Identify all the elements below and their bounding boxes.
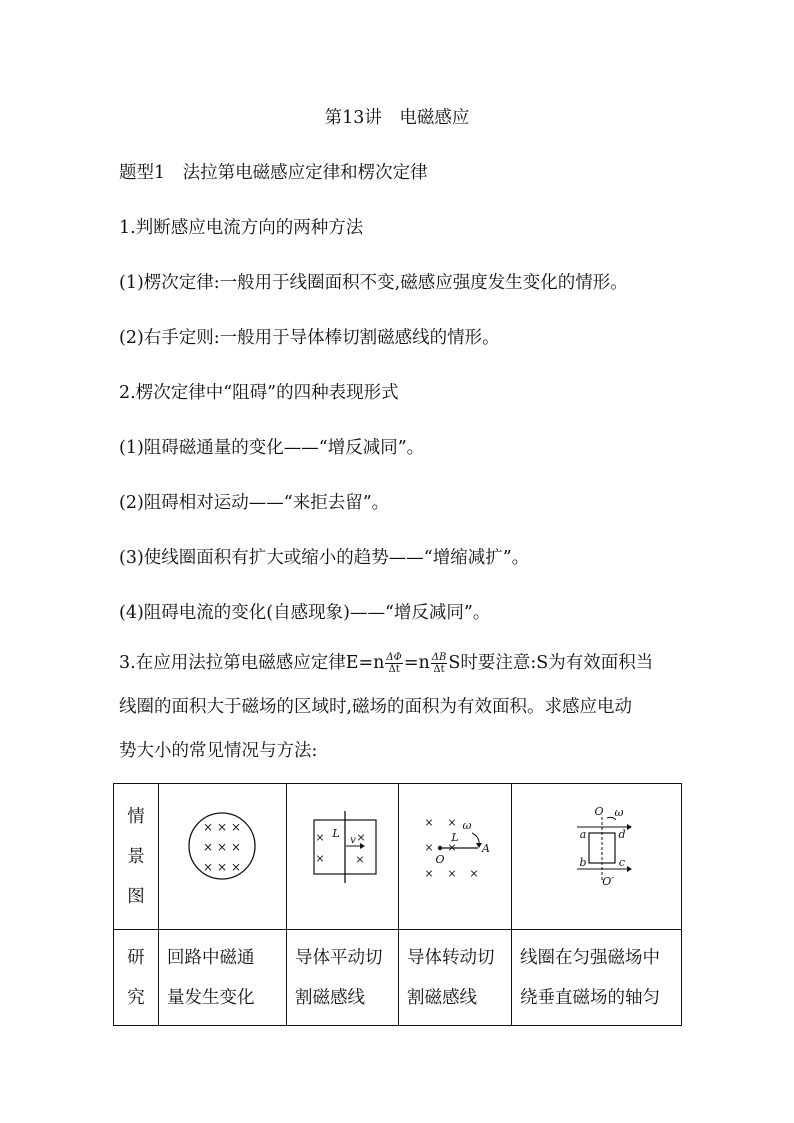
cross-mark: × — [315, 831, 325, 844]
cell-line: 回路中磁通 — [167, 947, 255, 968]
cross-mark: × — [216, 820, 228, 834]
cross-mark: × — [315, 852, 325, 865]
item-2-1: (1)阻碍磁通量的变化——“增反减同”。 — [119, 438, 425, 458]
cell-line: 量发生变化 — [167, 987, 255, 1008]
fraction-denominator: Δt — [433, 664, 445, 675]
section-heading: 题型1 法拉第电磁感应定律和楞次定律 — [119, 163, 428, 183]
fraction-numerator: ΔΦ — [386, 652, 402, 663]
research-cell — [159, 930, 287, 1026]
corner-label-c: c — [618, 856, 626, 869]
item-3-rest: S时要注意:S为有效面积当 — [448, 653, 654, 673]
corner-label-a: a — [579, 828, 587, 841]
cross-mark: × — [447, 816, 457, 829]
figure-sliding-rod — [288, 785, 400, 924]
item-3-line1 — [119, 641, 679, 685]
cell-line: 割磁感线 — [295, 987, 365, 1008]
header-char: 景 — [127, 846, 145, 867]
cross-mark: × — [447, 867, 457, 880]
field-arrowhead-top — [627, 824, 632, 830]
situation-table — [113, 783, 682, 1026]
item-3-lead: 3.在应用法拉第电磁感应定律E=n — [119, 653, 385, 673]
cross-mark: × — [355, 853, 365, 866]
item-2-heading: 2.楞次定律中“阻碍”的四种表现形式 — [119, 383, 399, 403]
header-char: 图 — [127, 886, 145, 907]
item-1-1: (1)楞次定律:一般用于线圈面积不变,磁感应强度发生变化的情形。 — [119, 273, 628, 293]
item-3-paragraph — [119, 641, 679, 773]
item-3-mid: =n — [403, 653, 430, 673]
item-2-3: (3)使线圈面积有扩大或缩小的趋势——“增缩减扩”。 — [119, 548, 530, 568]
cross-mark: × — [230, 860, 242, 874]
corner-label-b: b — [579, 856, 587, 869]
item-2-4: (4)阻碍电流的变化(自感现象)——“增反减同”。 — [119, 603, 491, 623]
item-2-2: (2)阻碍相对运动——“来拒去留”。 — [119, 493, 390, 513]
item-3-line3: 势大小的常见情况与方法: — [119, 741, 318, 761]
header-char: 研 — [127, 947, 145, 968]
figure-circle-field — [160, 785, 288, 924]
axis-bottom-label: O′ — [602, 875, 614, 888]
cross-mark: × — [216, 860, 228, 874]
cell-line: 导体转动切 — [407, 947, 495, 968]
figure-cell-coil — [512, 784, 682, 930]
item-3-line2: 线圈的面积大于磁场的区域时,磁场的面积为有效面积。求感应电动 — [119, 697, 633, 717]
cross-mark: × — [447, 841, 457, 854]
cross-mark: × — [202, 860, 214, 874]
figure-rotating-coil — [513, 785, 683, 924]
omega-label: ω — [462, 819, 472, 832]
figure-cell-translation — [287, 784, 399, 930]
header-char: 情 — [127, 806, 145, 827]
length-label: L — [451, 831, 459, 844]
fraction-db-dt — [431, 652, 448, 675]
cross-mark: × — [469, 867, 479, 880]
field-crosses — [203, 820, 241, 874]
research-cell — [512, 930, 682, 1026]
axis-top-label: O — [594, 805, 604, 818]
velocity-label: v — [350, 835, 356, 846]
table-row-research — [114, 930, 682, 1026]
row-header-research — [114, 930, 159, 1026]
pivot-label: O — [435, 853, 445, 866]
cross-mark: × — [424, 867, 434, 880]
cell-line: 线圈在匀强磁场中 — [520, 947, 660, 968]
cell-line: 割磁感线 — [407, 987, 477, 1008]
item-1-2: (2)右手定则:一般用于导体棒切割磁感线的情形。 — [119, 328, 500, 348]
cross-mark: × — [356, 831, 366, 844]
end-label: A — [482, 842, 490, 855]
item-1-heading: 1.判断感应电流方向的两种方法 — [119, 218, 364, 238]
figure-cell-rotation — [399, 784, 512, 930]
omega-label: ω — [614, 806, 624, 819]
cell-line: 导体平动切 — [295, 947, 383, 968]
cell-line: 绕垂直磁场的轴匀 — [520, 987, 660, 1008]
figure-cell-flux-change — [159, 784, 287, 930]
cross-mark: × — [216, 840, 228, 854]
fraction-denominator: Δt — [388, 664, 400, 675]
figure-rotating-rod — [400, 785, 513, 924]
cross-mark: × — [230, 820, 242, 834]
corner-label-d: d — [618, 828, 626, 841]
header-char: 究 — [127, 987, 145, 1008]
length-label: L — [332, 827, 340, 840]
research-cell — [399, 930, 512, 1026]
page-title: 第13讲 电磁感应 — [324, 108, 470, 128]
cross-mark: × — [230, 840, 242, 854]
fraction-dphi-dt — [385, 652, 402, 675]
row-header-scene — [114, 784, 159, 930]
cross-mark: × — [202, 840, 214, 854]
table-row-figures — [114, 784, 682, 930]
research-cell — [287, 930, 399, 1026]
fraction-numerator: ΔB — [431, 652, 447, 663]
cross-mark: × — [424, 816, 434, 829]
cross-mark: × — [424, 841, 434, 854]
field-arrowhead-bottom — [627, 866, 632, 872]
cross-mark: × — [202, 820, 214, 834]
